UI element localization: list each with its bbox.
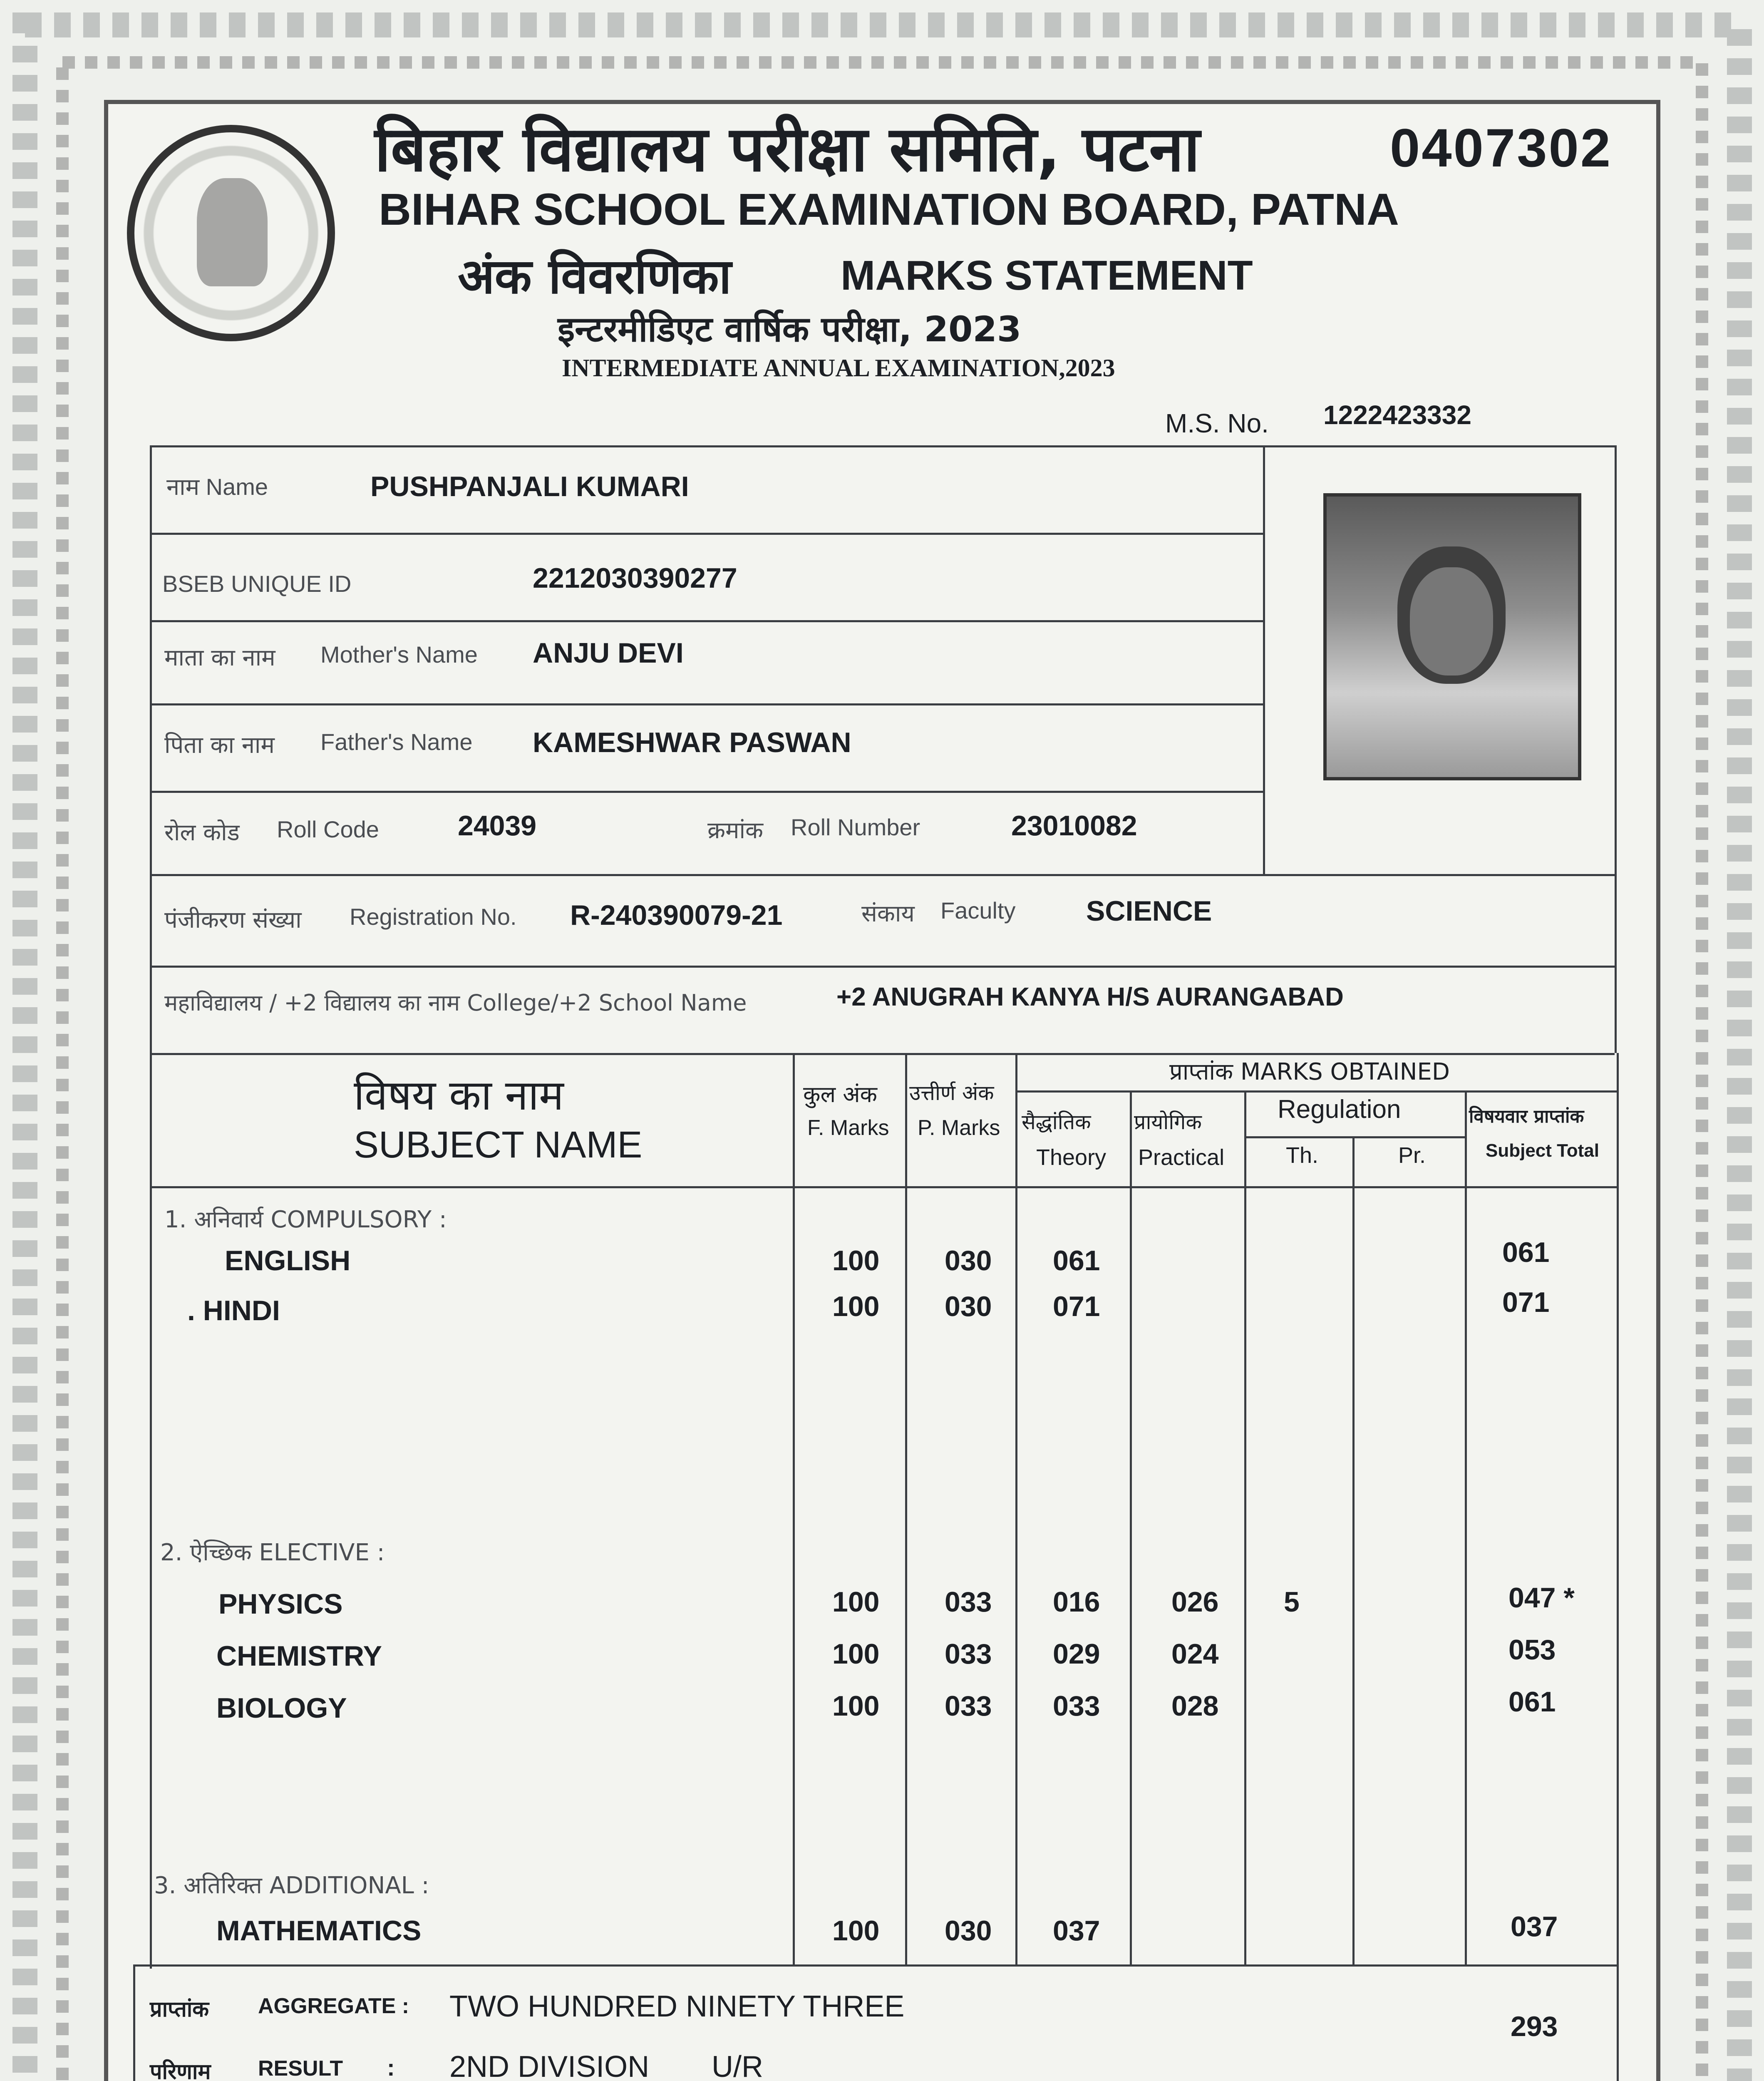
aggregate-label-hindi: प्राप्तांक: [150, 1997, 209, 2022]
subject-total: 061: [1508, 1686, 1556, 1718]
subject-total-header-hindi: विषयवार प्राप्तांक: [1469, 1106, 1584, 1127]
pass-marks: 033: [945, 1586, 992, 1618]
school-name: +2 ANUGRAH KANYA H/S AURANGABAD: [836, 983, 1344, 1011]
subject-header-hindi: विषय का नाम: [354, 1071, 564, 1120]
aggregate-label: AGGREGATE :: [258, 1994, 409, 2018]
roll-code-label: Roll Code: [277, 816, 379, 842]
statement-title-english: MARKS STATEMENT: [841, 252, 1253, 299]
aggregate-total: 293: [1511, 2011, 1558, 2042]
theory-marks: 071: [1053, 1291, 1100, 1322]
theory-marks: 061: [1053, 1245, 1100, 1276]
roll-number-label: Roll Number: [791, 814, 920, 840]
subject-total-header: Subject Total: [1486, 1140, 1599, 1161]
subject-total: 061: [1502, 1237, 1550, 1268]
ms-no-value: 1222423332: [1323, 400, 1471, 430]
practical-marks: 024: [1171, 1638, 1219, 1670]
board-seal-icon: [127, 125, 335, 341]
faculty-label: Faculty: [940, 897, 1016, 924]
faculty-label-hindi: संकाय: [861, 900, 915, 927]
father-name: KAMESHWAR PASWAN: [533, 727, 851, 758]
full-marks: 100: [832, 1586, 880, 1618]
subject-name: MATHEMATICS: [216, 1915, 422, 1947]
roll-code-label-hindi: रोल कोड: [164, 819, 240, 846]
subject-total: 053: [1508, 1634, 1556, 1666]
roll-number: 23010082: [1011, 810, 1137, 842]
regulation-header: Regulation: [1278, 1095, 1401, 1124]
full-marks: 100: [832, 1915, 880, 1947]
subject-name: ENGLISH: [225, 1245, 351, 1276]
subject-name: . HINDI: [187, 1295, 280, 1326]
full-marks: 100: [832, 1638, 880, 1670]
registration-label: Registration No.: [350, 904, 517, 930]
pass-marks: 030: [945, 1915, 992, 1947]
full-marks-header: F. Marks: [807, 1116, 889, 1140]
pass-marks: 033: [945, 1690, 992, 1722]
statement-title-hindi: अंक विवरणिका: [458, 248, 732, 305]
additional-section-label: 3. अतिरिक्त ADDITIONAL :: [154, 1872, 429, 1899]
student-name: PUSHPANJALI KUMARI: [370, 471, 689, 502]
theory-marks: 029: [1053, 1638, 1100, 1670]
subject-name: BIOLOGY: [216, 1692, 347, 1724]
theory-marks: 037: [1053, 1915, 1100, 1947]
name-label: नाम Name: [166, 474, 268, 500]
pass-marks: 033: [945, 1638, 992, 1670]
regulation-theory-marks: 5: [1284, 1586, 1300, 1618]
mother-name: ANJU DEVI: [533, 637, 684, 669]
subject-total: 037: [1511, 1911, 1558, 1942]
mother-label-hindi: माता का नाम: [164, 644, 275, 671]
regulation-theory-header: Th.: [1286, 1143, 1319, 1168]
document-code: 0407302: [1390, 117, 1613, 178]
subject-name: PHYSICS: [218, 1588, 343, 1620]
ms-no-label: M.S. No.: [1165, 408, 1269, 438]
registration-label-hindi: पंजीकरण संख्या: [164, 906, 302, 934]
subject-name: CHEMISTRY: [216, 1640, 382, 1672]
student-uid: 2212030390277: [533, 562, 737, 594]
result-label-hindi: परिणाम: [150, 2059, 211, 2081]
result-division: 2ND DIVISION: [449, 2050, 650, 2081]
regulation-practical-header: Pr.: [1398, 1143, 1426, 1168]
pass-marks: 030: [945, 1245, 992, 1276]
theory-header: Theory: [1036, 1145, 1107, 1170]
practical-header-hindi: प्रायोगिक: [1134, 1110, 1202, 1134]
faculty: SCIENCE: [1086, 895, 1212, 927]
father-label-hindi: पिता का नाम: [164, 732, 275, 759]
theory-header-hindi: सैद्धांतिक: [1022, 1110, 1091, 1134]
full-marks: 100: [832, 1690, 880, 1722]
roll-number-label-hindi: क्रमांक: [707, 817, 764, 844]
theory-marks: 033: [1053, 1690, 1100, 1722]
full-marks: 100: [832, 1291, 880, 1322]
pass-marks: 030: [945, 1291, 992, 1322]
practical-marks: 028: [1171, 1690, 1219, 1722]
subject-total: 071: [1502, 1286, 1550, 1318]
aggregate-words: TWO HUNDRED NINETY THREE: [449, 1990, 905, 2023]
result-status: U/R: [712, 2050, 763, 2081]
exam-name-english: INTERMEDIATE ANNUAL EXAMINATION,2023: [562, 354, 1115, 382]
father-label: Father's Name: [320, 729, 473, 755]
board-name-hindi: बिहार विद्यालय परीक्षा समिति, पटना: [375, 113, 1200, 186]
subject-total: 047 *: [1508, 1582, 1575, 1614]
marks-obtained-header: प्राप्तांक MARKS OBTAINED: [1169, 1058, 1450, 1085]
practical-marks: 026: [1171, 1586, 1219, 1618]
pass-marks-header-hindi: उत्तीर्ण अंक: [909, 1081, 994, 1105]
board-name-english: BIHAR SCHOOL EXAMINATION BOARD, PATNA: [379, 184, 1399, 234]
compulsory-section-label: 1. अनिवार्य COMPULSORY :: [164, 1206, 447, 1233]
result-label: RESULT: [258, 2056, 343, 2081]
elective-section-label: 2. ऐच्छिक ELECTIVE :: [160, 1539, 385, 1566]
subject-header: SUBJECT NAME: [354, 1124, 643, 1166]
registration-number: R-240390079-21: [570, 899, 783, 931]
theory-marks: 016: [1053, 1586, 1100, 1618]
roll-code: 24039: [458, 810, 537, 842]
exam-name-hindi: इन्टरमीडिएट वार्षिक परीक्षा, 2023: [558, 309, 1022, 350]
result-colon: :: [387, 2054, 395, 2081]
practical-header: Practical: [1138, 1145, 1225, 1170]
school-label: महाविद्यालय / +2 विद्यालय का नाम College/+2 School Name: [164, 990, 747, 1016]
full-marks-header-hindi: कुल अंक: [803, 1081, 877, 1108]
full-marks: 100: [832, 1245, 880, 1276]
student-photo: [1323, 493, 1581, 780]
pass-marks-header: P. Marks: [918, 1116, 1000, 1140]
mother-label: Mother's Name: [320, 641, 478, 668]
uid-label: BSEB UNIQUE ID: [162, 571, 352, 597]
